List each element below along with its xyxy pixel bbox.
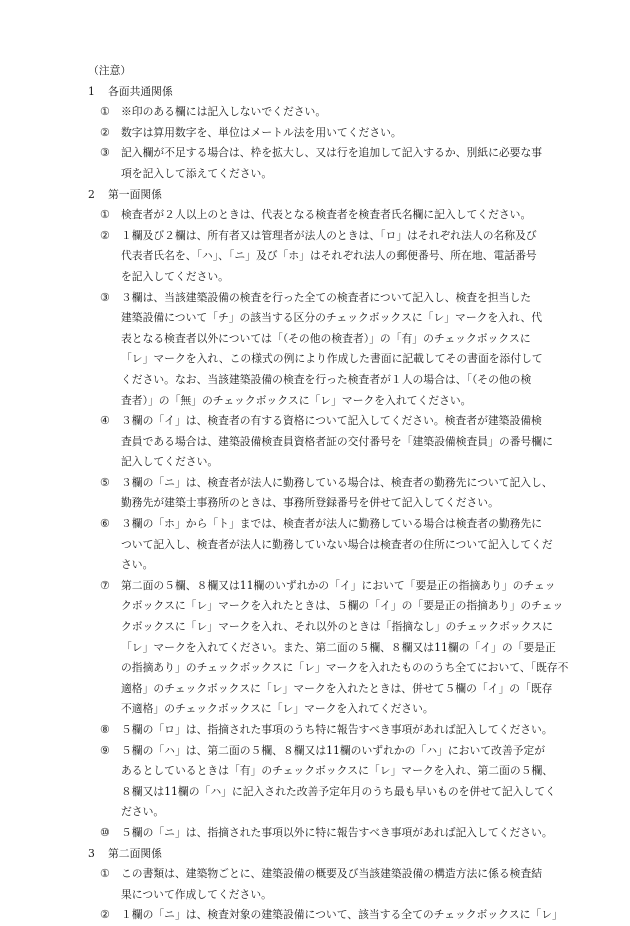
- item-number: ⑦: [100, 578, 110, 592]
- list-item: [0, 741, 630, 823]
- item-text: 建築設備について「チ」の該当する区分のチェックボックスに「レ」マークを入れ、代: [121, 311, 543, 325]
- item-text: ５欄の「ロ」は、指摘された事項のうち特に報告すべき事項があれば記入してください。: [121, 723, 553, 736]
- item-number: ①: [100, 105, 110, 119]
- item-text: 不適格」のチェックボックスに「レ」マークを入れてください。: [121, 702, 434, 716]
- item-number: ②: [100, 228, 110, 242]
- section-heading: [0, 185, 630, 206]
- section-2: [0, 185, 630, 844]
- item-text: クボックスに「レ」マークを入れ、それ以外のときは「指摘なし」のチェックボックスに: [121, 620, 553, 634]
- item-first-line: [0, 473, 630, 494]
- item-text: ３欄の「ニ」は、検査者が法人に勤務している場合は、検査者の勤務先について記入し、: [121, 475, 553, 489]
- item-text: 数字は算用数字を、単位はメートル法を用いてください。: [121, 125, 402, 139]
- item-text: この書類は、建築物ごとに、建築設備の概要及び当該建築設備の構造方法に係る検査結: [121, 867, 543, 881]
- item-text: ついて記入し、検査者が法人に勤務していない場合は検査者の住所について記入してくだ: [121, 537, 553, 551]
- item-text: ３欄は、当該建築設備の検査を行った全ての検査者について記入し、検査を担当した: [121, 290, 532, 304]
- item-continuation-line: [0, 452, 630, 473]
- item-text: １欄及び２欄は、所有者又は管理者が法人のときは、「ロ」はそれぞれ法人の名称及び: [121, 228, 537, 242]
- item-number: ①: [100, 867, 110, 881]
- section-number: 2: [88, 187, 95, 201]
- item-continuation-line: [0, 761, 630, 782]
- list-item: [0, 514, 630, 576]
- list-item: [0, 143, 630, 184]
- notice-title: （注意）: [88, 64, 132, 77]
- item-continuation-line: [0, 493, 630, 514]
- list-item: [0, 576, 630, 720]
- item-continuation-line: [0, 699, 630, 720]
- item-first-line: [0, 720, 630, 741]
- item-first-line: [0, 514, 630, 535]
- item-text: ５欄の「ハ」は、第二面の５欄、８欄又は11欄のいずれかの「ハ」において改善予定が: [121, 743, 546, 757]
- item-text: ください。なお、当該建築設備の検査を行った検査者が１人の場合は、「（その他の検: [121, 372, 532, 386]
- item-continuation-line: [0, 246, 630, 267]
- item-continuation-line: [0, 349, 630, 370]
- list-item: [0, 411, 630, 473]
- item-number: ⑧: [100, 723, 110, 736]
- item-text: 適格」のチェックボックスに「レ」マークを入れたときは、併せて５欄の「イ」の「既存: [121, 681, 553, 695]
- item-text: ３欄の「ホ」から「ト」までは、検査者が法人に勤務している場合は検査者の勤務先に: [121, 517, 543, 531]
- item-text: ５欄の「ニ」は、指摘された事項以外に特に報告すべき事項があれば記入してください。: [121, 825, 553, 839]
- item-first-line: [0, 905, 630, 926]
- item-text: ８欄又は11欄の「ハ」に記入された改善予定年月のうち最も早いものを併せて記入してく: [121, 784, 556, 798]
- section-title: 第二面関係: [108, 846, 162, 860]
- item-text: 検査者が２人以上のときは、代表となる検査者を検査者氏名欄に記入してください。: [121, 208, 532, 222]
- item-text: 代表者氏名を、「ハ」、「ニ」及び「ホ」はそれぞれ法人の郵便番号、所在地、電話番号: [121, 249, 537, 263]
- item-text: 項を記入して添えてください。: [121, 166, 273, 180]
- item-first-line: [0, 123, 630, 144]
- list-item: [0, 905, 630, 926]
- list-item: [0, 864, 630, 905]
- item-number: ⑨: [100, 743, 110, 757]
- item-continuation-line: [0, 535, 630, 556]
- item-text: 「レ」マークを入れてください。また、第二面の５欄、８欄又は11欄の「イ」の「要是正: [121, 640, 556, 654]
- item-number: ③: [100, 290, 110, 304]
- list-item: [0, 473, 630, 514]
- section-1: [0, 82, 630, 185]
- item-text: を記入してください。: [121, 269, 229, 283]
- section-number: 1: [88, 84, 95, 98]
- item-text: 第二面の５欄、８欄又は11欄のいずれかの「イ」において「要是正の指摘あり」のチェッ: [121, 578, 556, 592]
- item-text: １欄の「ニ」は、検査対象の建築設備について、該当する全てのチェックボックスに「レ」: [121, 908, 563, 922]
- item-first-line: [0, 205, 630, 226]
- item-number: ⑩: [100, 825, 110, 839]
- list-item: [0, 288, 630, 412]
- section-heading: [0, 844, 630, 865]
- item-number: ③: [100, 146, 110, 160]
- item-text: 表となる検査者以外については「（その他の検査者）」の「有」のチェックボックスに: [121, 331, 531, 345]
- section-3: [0, 844, 630, 926]
- item-continuation-line: [0, 308, 630, 329]
- item-first-line: [0, 741, 630, 762]
- item-number: ①: [100, 208, 110, 222]
- item-continuation-line: [0, 391, 630, 412]
- section-title: 各面共通関係: [108, 84, 173, 98]
- item-text: 果について作成してください。: [121, 887, 272, 901]
- section-title: 第一面関係: [108, 187, 162, 201]
- item-continuation-line: [0, 596, 630, 617]
- item-text: ※印のある欄には記入しないでください。: [121, 105, 327, 119]
- item-text: の指摘あり」のチェックボックスに「レ」マークを入れたもののうち全てにおいて、「既存不: [121, 661, 569, 675]
- item-continuation-line: [0, 782, 630, 803]
- item-first-line: [0, 411, 630, 432]
- item-text: さい。: [121, 558, 154, 572]
- item-text: 記入欄が不足する場合は、枠を拡大し、又は行を追加して記入するか、別紙に必要な事: [121, 146, 543, 160]
- item-text: 査員である場合は、建築設備検査員資格者証の交付番号を「建築設備検査員」の番号欄に: [121, 434, 553, 448]
- item-number: ②: [100, 908, 110, 922]
- item-first-line: [0, 576, 630, 597]
- item-continuation-line: [0, 802, 630, 823]
- item-continuation-line: [0, 432, 630, 453]
- item-text: 記入してください。: [121, 455, 219, 469]
- item-continuation-line: [0, 679, 630, 700]
- item-number: ②: [100, 125, 110, 139]
- item-text: あるとしているときは「有」のチェックボックスに「レ」マークを入れ、第二面の５欄、: [121, 764, 554, 778]
- list-item: [0, 823, 630, 844]
- item-first-line: [0, 226, 630, 247]
- item-text: 「レ」マークを入れ、この様式の例により作成した書面に記載してその書面を添付して: [121, 352, 543, 366]
- item-continuation-line: [0, 638, 630, 659]
- item-text: ３欄の「イ」は、検査者の有する資格について記入してください。検査者が建築設備検: [121, 414, 542, 428]
- item-number: ④: [100, 414, 110, 428]
- list-item: [0, 226, 630, 288]
- item-text: 査者）」の「無」のチェックボックスに「レ」マークを入れてください。: [121, 393, 472, 407]
- item-continuation-line: [0, 370, 630, 391]
- item-text: クボックスに「レ」マークを入れたときは、５欄の「イ」の「要是正の指摘あり」のチェッ: [121, 599, 564, 613]
- item-number: ⑤: [100, 475, 110, 489]
- item-continuation-line: [0, 885, 630, 906]
- item-continuation-line: [0, 555, 630, 576]
- list-item: [0, 205, 630, 226]
- item-continuation-line: [0, 267, 630, 288]
- item-first-line: [0, 288, 630, 309]
- notice-content: [0, 82, 630, 926]
- item-first-line: [0, 143, 630, 164]
- section-number: 3: [88, 846, 95, 860]
- item-first-line: [0, 864, 630, 885]
- list-item: [0, 102, 630, 123]
- section-heading: [0, 82, 630, 103]
- item-continuation-line: [0, 329, 630, 350]
- list-item: [0, 123, 630, 144]
- item-number: ⑥: [100, 517, 110, 531]
- item-continuation-line: [0, 658, 630, 679]
- item-first-line: [0, 823, 630, 844]
- item-continuation-line: [0, 617, 630, 638]
- item-text: 勤務先が建築士事務所のときは、事務所登録番号を併せて記入してください。: [121, 496, 499, 510]
- item-continuation-line: [0, 164, 630, 185]
- list-item: [0, 720, 630, 741]
- item-first-line: [0, 102, 630, 123]
- item-text: ださい。: [121, 805, 165, 819]
